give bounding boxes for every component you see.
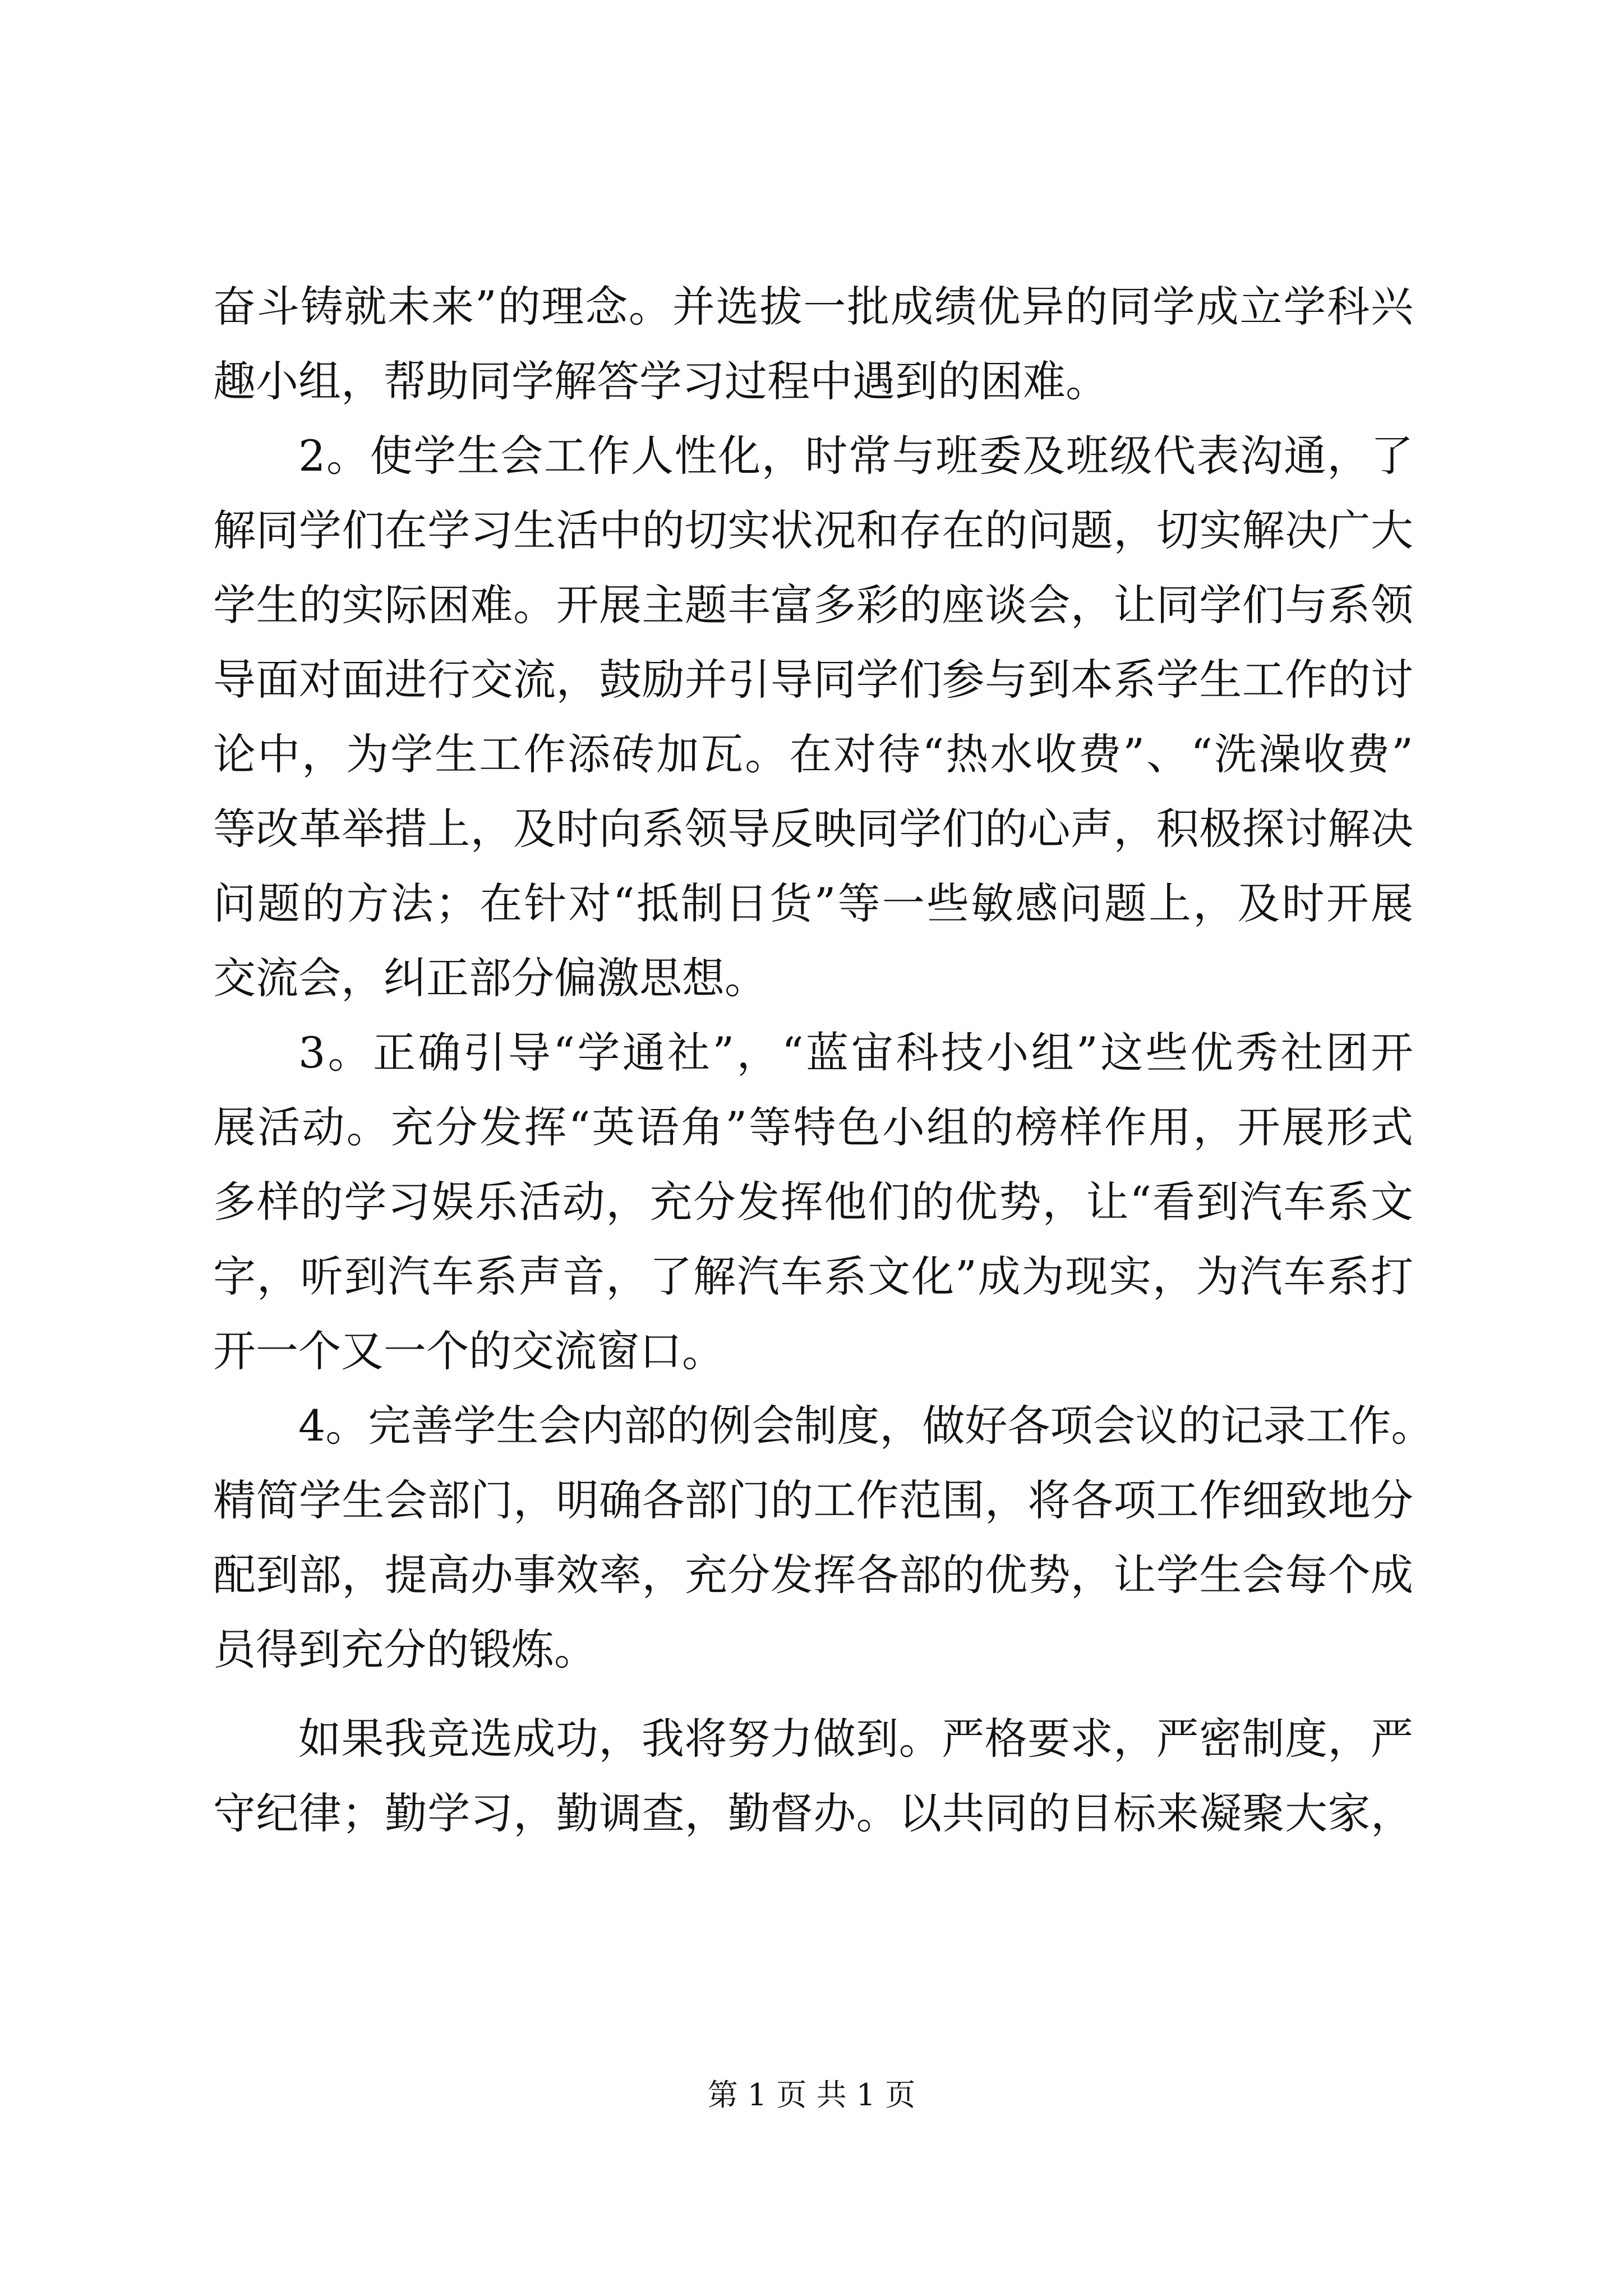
text-line: 等改革举措上，及时向系领导反映同学们的心声，积极探讨解决 [213,804,1413,854]
text-line: 奋斗铸就未来”的理念。并选拔一批成绩优异的同学成立学科兴 [213,282,1413,332]
text-line: 开一个又一个的交流窗口。 [213,1326,725,1376]
text-line: 解同学们在学习生活中的切实状况和存在的问题，切实解决广大 [213,505,1413,555]
text-line: 配到部，提高办事效率，充分发挥各部的优势，让学生会每个成 [213,1550,1413,1600]
document-body [213,269,1434,1851]
text-line: 3。正确引导“学通社”，“蓝宙科技小组”这些优秀社团开 [298,1028,1413,1078]
text-line: 交流会，纠正部分偏激思想。 [213,953,767,1003]
text-line: 字，听到汽车系声音，了解汽车系文化”成为现实，为汽车系打 [213,1251,1413,1301]
text-line: 精简学生会部门，明确各部门的工作范围，将各项工作细致地分 [213,1475,1413,1525]
text-line: 展活动。充分发挥“英语角”等特色小组的榜样作用，开展形式 [213,1102,1413,1152]
page-footer: 第 1 页 共 1 页 [707,2077,916,2113]
text-line: 2。使学生会工作人性化，时常与班委及班级代表沟通，了 [298,431,1413,481]
text-line: 问题的方法；在针对“抵制日货”等一些敏感问题上，及时开展 [213,878,1413,928]
text-line: 论中，为学生工作添砖加瓦。在对待“热水收费”、“洗澡收费” [213,729,1413,779]
text-line: 员得到充分的锻炼。 [213,1625,597,1674]
text-line: 趣小组，帮助同学解答学习过程中遇到的困难。 [213,356,1108,406]
text-line: 多样的学习娱乐活动，充分发挥他们的优势，让“看到汽车系文 [213,1177,1413,1227]
text-line: 导面对面进行交流，鼓励并引导同学们参与到本系学生工作的讨 [213,655,1413,705]
text-line: 守纪律；勤学习，勤调查，勤督办。以共同的目标来凝聚大家， [213,1788,1413,1838]
text-line: 如果我竞选成功，我将努力做到。严格要求，严密制度，严 [298,1714,1413,1764]
text-line: 学生的实际困难。开展主题丰富多彩的座谈会，让同学们与系领 [213,580,1413,630]
text-line: 4。完善学生会内部的例会制度，做好各项会议的记录工作。 [298,1401,1434,1451]
